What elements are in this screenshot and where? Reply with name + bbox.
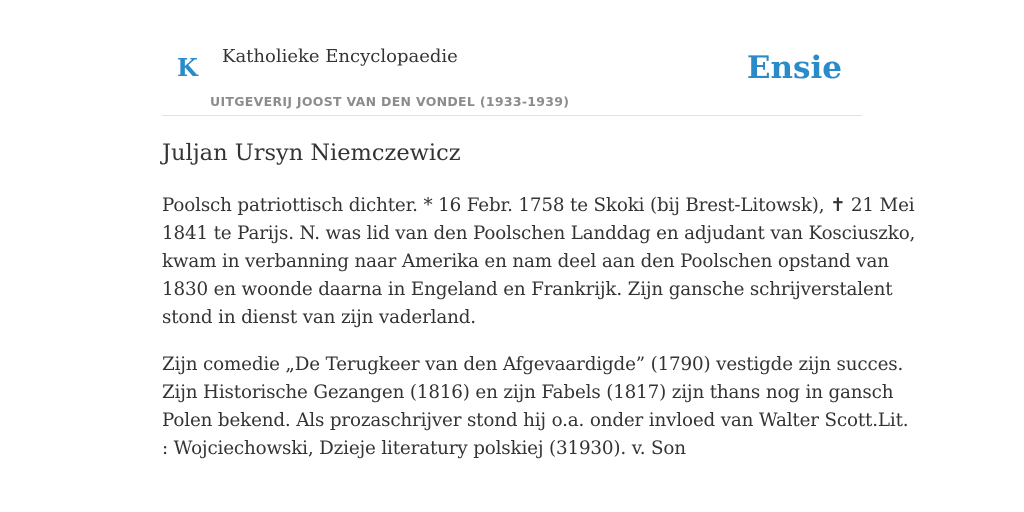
entry-paragraph-1: [162, 192, 916, 332]
ensie-brand-logo[interactable]: Ensie: [746, 50, 842, 86]
header-divider: [162, 115, 862, 116]
text-line: Zijn Historische Gezangen (1816) en zijn Fabels (1817) zijn thans nog in gansch: [162, 382, 894, 403]
text-line: stond in dienst van zijn vaderland.: [162, 307, 476, 328]
text-line: 1830 en woonde daarna in Engeland en Frankrijk. Zijn gansche schrijverstalent: [162, 279, 893, 300]
entry-paragraph-2: [162, 351, 909, 463]
entry-body: [162, 192, 916, 482]
text-line: kwam in verbanning naar Amerika en nam deel aan den Poolschen opstand van: [162, 251, 889, 272]
text-line: Poolsch patriottisch dichter. * 16 Febr. 1758 te Skoki (bij Brest-Litowsk), ✝ 21 Mei: [162, 195, 915, 216]
publication-title[interactable]: Katholieke Encyclopaedie: [222, 46, 458, 67]
entry-title: Juljan Ursyn Niemczewicz: [162, 140, 461, 166]
text-line: Polen bekend. Als prozaschrijver stond hij o.a. onder invloed van Walter Scott.Lit.: [162, 410, 909, 431]
page-container: [162, 0, 916, 512]
publisher-subtitle: UITGEVERIJ JOOST VAN DEN VONDEL (1933-1939): [210, 94, 570, 109]
text-line: : Wojciechowski, Dzieje literatury polskiej (31930). v. Son: [162, 438, 686, 459]
encyclopedia-logo[interactable]: K: [177, 53, 198, 82]
text-line: Zijn comedie „De Terugkeer van den Afgevaardigde” (1790) vestigde zijn succes.: [162, 354, 904, 375]
text-line: 1841 te Parijs. N. was lid van den Poolschen Landdag en adjudant van Kosciuszko,: [162, 223, 916, 244]
